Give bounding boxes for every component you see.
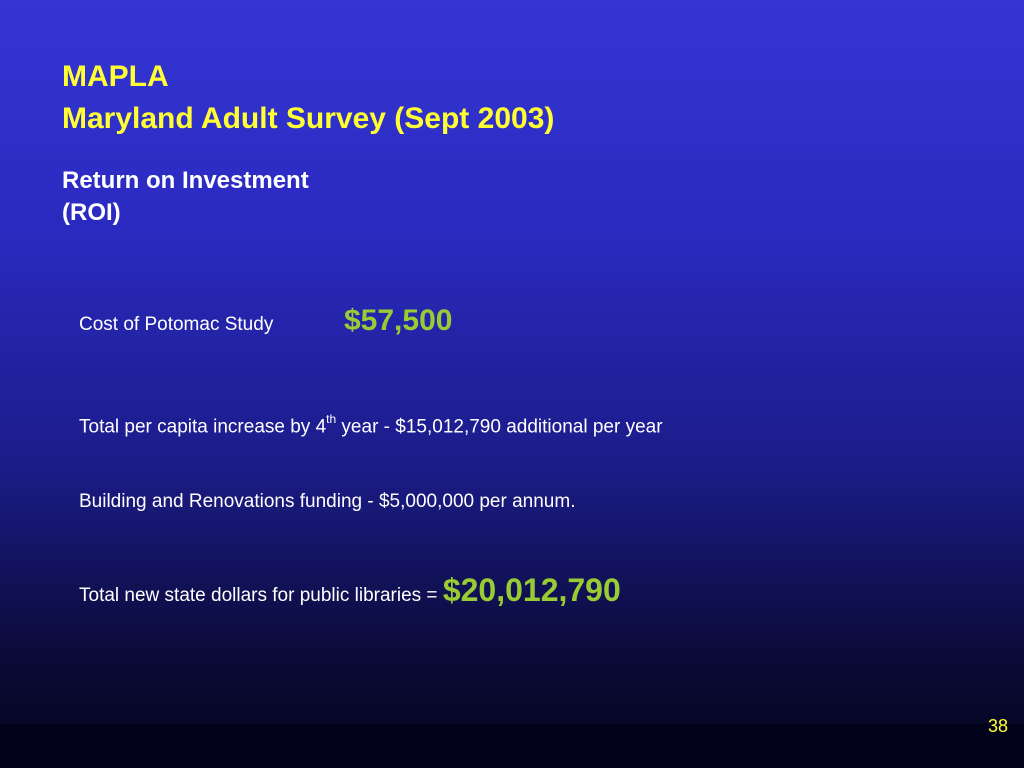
slide-title-line-1: MAPLA xyxy=(62,60,169,93)
capita-row xyxy=(79,414,663,438)
capita-superscript: th xyxy=(326,412,337,426)
capita-suffix: year - $15,012,790 additional per year xyxy=(336,416,663,438)
cost-label: Cost of Potomac Study xyxy=(79,314,274,335)
cost-value: $57,500 xyxy=(344,304,453,337)
slide-title-line-2: Maryland Adult Survey (Sept 2003) xyxy=(62,102,555,135)
page-number: 38 xyxy=(987,716,1008,736)
subtitle-line-1: Return on Investment xyxy=(62,167,309,194)
building-row: Building and Renovations funding - $5,000,000 per annum. xyxy=(79,491,576,512)
total-value: $20,012,790 xyxy=(442,572,621,608)
footer-band xyxy=(0,724,1024,768)
subtitle-line-2: (ROI) xyxy=(62,199,121,226)
total-row xyxy=(79,572,621,609)
total-label: Total new state dollars for public libraries = xyxy=(79,585,443,606)
capita-prefix: Total per capita increase by 4 xyxy=(79,416,327,438)
